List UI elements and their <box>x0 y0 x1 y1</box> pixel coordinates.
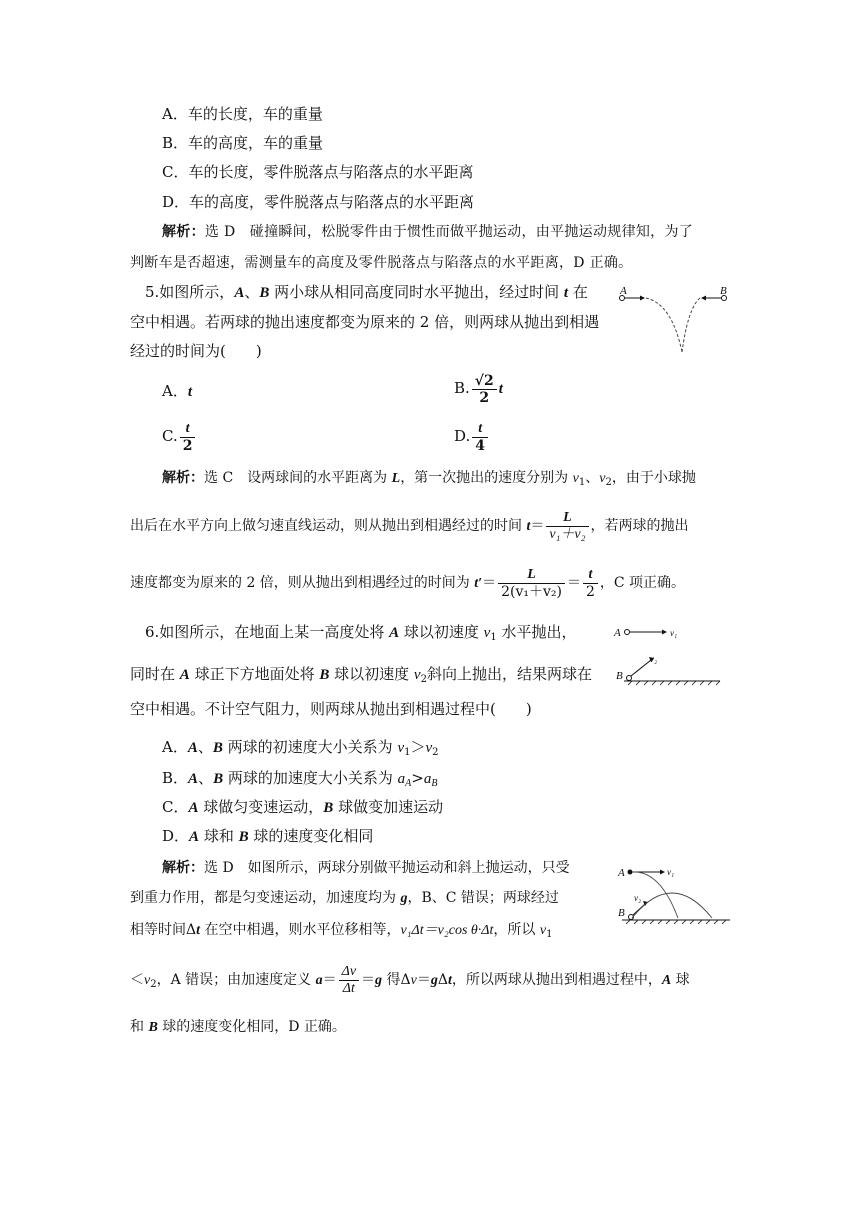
ball-a <box>625 630 630 635</box>
ball-b <box>627 676 632 681</box>
q6-analysis-line2: 到重力作用，都是匀变速运动，加速度均为 g，B、C 错误；两球经过 <box>130 890 559 906</box>
ground-hatching <box>626 920 726 924</box>
q4-analysis-line1: 解析：选 D 碰撞瞬间，松脱零件由于惯性而做平抛运动，由平抛运动规律知，为了 <box>162 224 694 240</box>
q6-option-b: B．A、B 两球的加速度大小关系为 $a_A>a_B$ <box>162 769 438 789</box>
q6-fig1-v1: v₁ <box>670 628 678 638</box>
v2-arrow <box>631 660 651 676</box>
q4-option-c: C．车的长度，零件脱落点与陷落点的水平距离 <box>162 163 474 181</box>
q5-analysis-line2: 出后在水平方向上做匀速直线运动，则从抛出到相遇经过的时间 t＝ $\frac{L}{\text{v₁＋v₂}}$ ，若两球的抛出 <box>130 509 689 542</box>
q6-option-c: C．A 球做匀变速运动，B 球做变加速运动 <box>162 798 444 816</box>
trajectory-b <box>632 893 712 918</box>
q5-option-c: C. $\frac{t}{2}$ <box>162 416 197 456</box>
trajectory-b <box>682 298 700 352</box>
q4-analysis-line2: 判断车是否超速，需测量车的高度及零件脱落点与陷落点的水平距离，D 正确。 <box>130 255 633 271</box>
q6-stem-line3: 空中相遇。不计空气阻力，则两球从抛出到相遇过程中( ) <box>130 700 532 718</box>
q4-option-b: B．车的高度，车的重量 <box>162 134 324 152</box>
q5-analysis-line3: 速度都变为原来的 2 倍，则从抛出到相遇经过的时间为 t′＝ $\frac{L}{\text{2(v₁＋v₂)}}$ ＝ $\frac{t}{2}$ ，C 项正确。 <box>130 566 686 600</box>
v1-arrowhead <box>660 870 665 875</box>
q6-fig2-label-b: B <box>618 907 625 919</box>
trajectory-a <box>646 298 682 352</box>
q5-figure <box>614 282 742 358</box>
v1-arrowhead <box>662 630 667 635</box>
q6-stem-line1: 6.如图所示，在地面上某一高度处将 A 球以初速度 $v_1$ 水平抛出， <box>145 623 577 643</box>
ground-hatching <box>628 681 720 685</box>
q6-fig2-label-a: A <box>618 867 625 879</box>
q6-analysis-line5: 和 B 球的速度变化相同，D 正确。 <box>130 1019 346 1035</box>
q6-figure-2 <box>612 858 736 928</box>
q4-option-d: D．车的高度，零件脱落点与陷落点的水平距离 <box>162 193 475 211</box>
q6-figure-1 <box>612 622 724 688</box>
q5-option-a: A．t <box>162 382 193 400</box>
q5-stem-line1: 5.如图所示，A、B 两小球从相同高度同时水平抛出，经过时间 t 在 <box>145 283 588 301</box>
q5-option-b: B. $\frac{√2}{2}$ t <box>454 372 503 406</box>
arrowhead-a <box>640 296 645 301</box>
q6-fig2-v2: v₂ <box>634 893 642 903</box>
q6-fig1-label-b: B <box>616 670 623 682</box>
q4-option-a: A．车的长度，车的重量 <box>162 105 323 123</box>
q5-fig-label-b: B <box>720 285 727 297</box>
analysis-label: 解析： <box>162 224 205 240</box>
q6-analysis-line4: $<v_2$，A 错误；由加速度定义 a＝ $\frac{\Delta v}{\Delta t}$ ＝g 得Δv＝gΔt，所以两球从抛出到相遇过程中，A 球 <box>130 963 690 996</box>
q6-analysis-line3: 相等时间Δt 在空中相遇，则水平位移相等，v₁Δt＝v₂cos θ·Δt，所以 $v_1$ <box>130 922 553 940</box>
arrowhead-b <box>701 296 706 301</box>
q5-stem-line2: 空中相遇。若两球的抛出速度都变为原来的 2 倍，则两球从抛出到相遇 <box>130 313 600 331</box>
q6-option-a: A．A、B 两球的初速度大小关系为 $v_1>v_2$ <box>162 738 439 758</box>
q5-fig-label-a: A <box>620 285 627 297</box>
q6-fig1-label-a: A <box>614 627 621 639</box>
q6-analysis-line1: 解析：选 D 如图所示，两球分别做平抛运动和斜上抛运动，只受 <box>162 860 570 876</box>
q6-fig2-v1: v₁ <box>667 867 675 877</box>
q5-option-d: D. $\frac{t}{4}$ <box>454 416 490 456</box>
ball-a <box>628 870 633 875</box>
q6-option-d: D．A 球和 B 球的速度变化相同 <box>162 827 374 845</box>
q6-fig1-v2: v₂ <box>650 654 658 664</box>
q5-analysis-line1: 解析：选 C 设两球间的水平距离为 L，第一次抛出的速度分别为 $v_1$、$v_2$，由于小球抛 <box>162 470 696 488</box>
q6-stem-line2: 同时在 A 球正下方地面处将 B 球以初速度 $v_2$斜向上抛出，结果两球在 <box>130 665 592 685</box>
q5-stem-line3: 经过的时间为( ) <box>130 342 262 360</box>
